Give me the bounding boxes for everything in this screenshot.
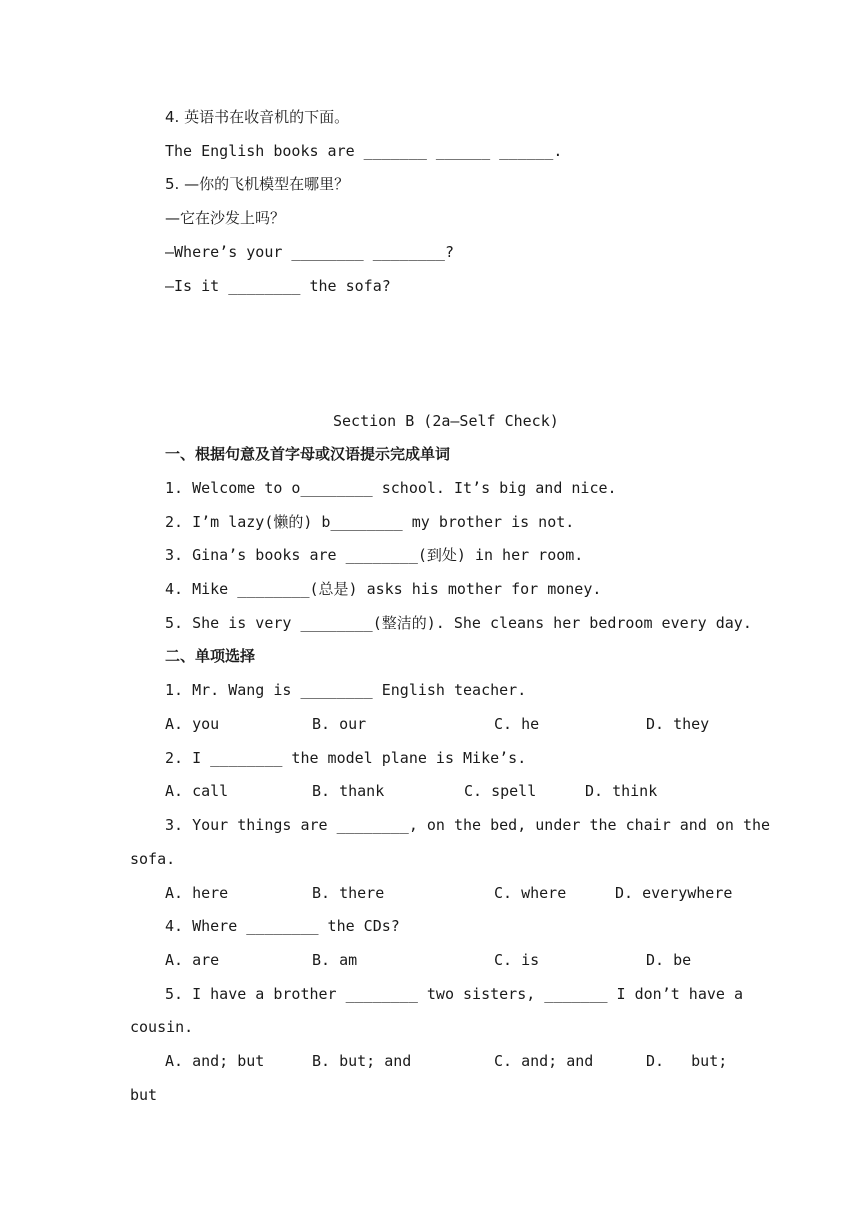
mc-q1-option-a: A. you (165, 715, 220, 733)
mc-q2-option-b: B. thank (312, 782, 385, 800)
mc-q1-option-b: B. our (312, 715, 367, 733)
mc-q2-option-a: A. call (165, 782, 229, 800)
part1-item-4: 4. Mike ________(总是) asks his mother for money. (165, 580, 602, 598)
mc-q2-stem: 2. I ________ the model plane is Mike’s. (165, 749, 527, 767)
mc-q4-option-a: A. are (165, 951, 220, 969)
question-5-english-line2: —Is it ________ the sofa? (165, 277, 391, 295)
question-4-english: The English books are _______ ______ ______. (165, 142, 563, 160)
question-5-chinese-line2: —它在沙发上吗？ (165, 209, 286, 227)
part1-heading: 一、根据句意及首字母或汉语提示完成单词 (165, 445, 451, 463)
mc-q5-option-d-continuation: but (130, 1086, 158, 1104)
mc-q4-option-d: D. be (646, 951, 692, 969)
mc-q3-stem: 3. Your things are ________, on the bed, under the chair and on the (165, 816, 771, 834)
mc-q5-option-a: A. and; but (165, 1052, 265, 1070)
part2-heading: 二、单项选择 (165, 647, 256, 665)
section-title: Section B (2a—Self Check) (333, 412, 559, 430)
question-4-chinese: 4. 英语书在收音机的下面。 (165, 108, 350, 126)
part1-item-2: 2. I’m lazy(懒的) b________ my brother is not. (165, 513, 575, 531)
mc-q4-option-b: B. am (312, 951, 358, 969)
part1-item-1: 1. Welcome to o________ school. It’s big and nice. (165, 479, 617, 497)
mc-q2-option-d: D. think (585, 782, 658, 800)
mc-q5-option-d: D. but; (646, 1052, 728, 1070)
mc-q4-stem: 4. Where ________ the CDs? (165, 917, 400, 935)
part1-item-5: 5. She is very ________(整洁的). She cleans her bedroom every day. (165, 614, 752, 632)
mc-q3-option-b: B. there (312, 884, 385, 902)
mc-q1-stem: 1. Mr. Wang is ________ English teacher. (165, 681, 527, 699)
question-5-english-line1: —Where’s your ________ ________? (165, 243, 454, 261)
mc-q5-stem-continuation: cousin. (130, 1018, 194, 1036)
mc-q2-option-c: C. spell (464, 782, 537, 800)
mc-q1-option-c: C. he (494, 715, 540, 733)
mc-q5-option-b: B. but; and (312, 1052, 412, 1070)
mc-q4-option-c: C. is (494, 951, 540, 969)
part1-item-3: 3. Gina’s books are ________(到处) in her room. (165, 546, 584, 564)
question-5-chinese: 5. —你的飞机模型在哪里？ (165, 175, 350, 193)
mc-q3-option-a: A. here (165, 884, 229, 902)
mc-q3-stem-continuation: sofa. (130, 850, 176, 868)
mc-q1-option-d: D. they (646, 715, 710, 733)
mc-q5-stem: 5. I have a brother ________ two sisters, _______ I don’t have a (165, 985, 743, 1003)
mc-q3-option-c: C. where (494, 884, 567, 902)
mc-q3-option-d: D. everywhere (615, 884, 733, 902)
mc-q5-option-c: C. and; and (494, 1052, 594, 1070)
